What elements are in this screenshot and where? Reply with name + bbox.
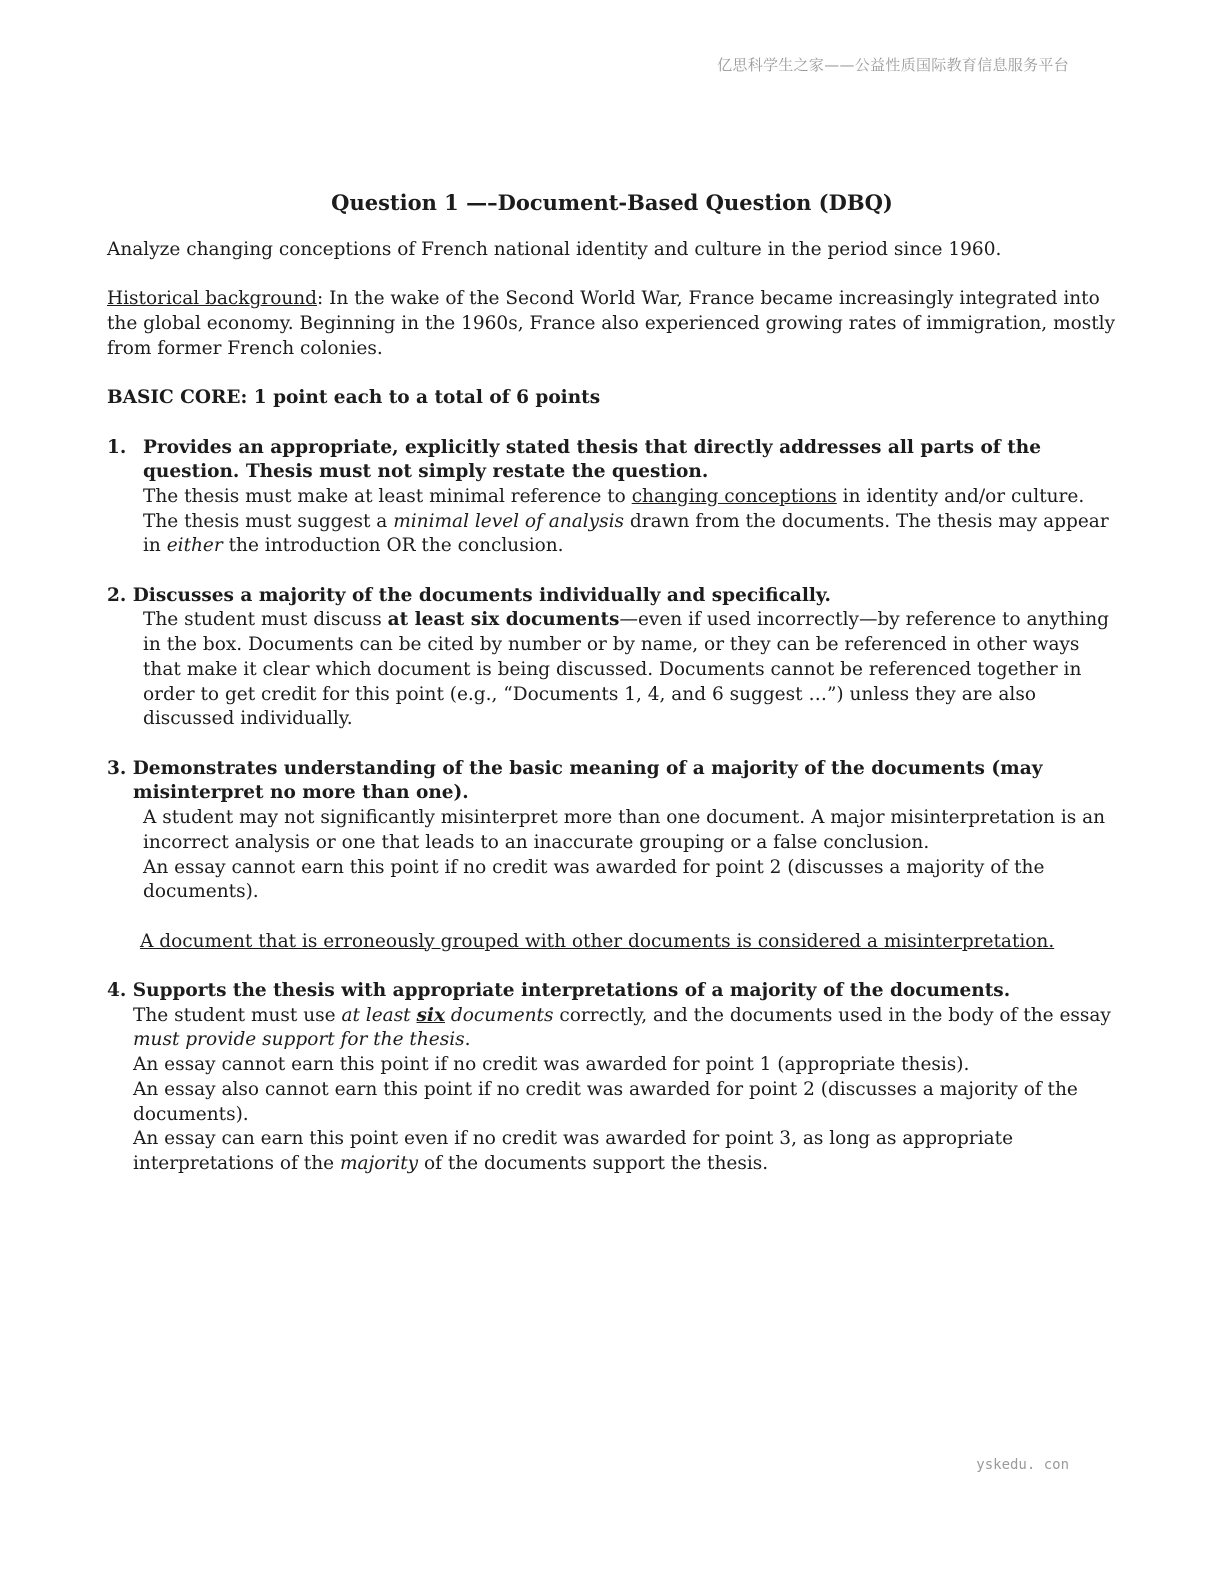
item-4-paragraph-4 [107,1127,1117,1176]
item-4-italic: at least [341,1004,411,1026]
item-1-italic: minimal level of analysis [393,510,625,532]
item-4-italic: documents [450,1004,554,1026]
item-1-text: the introduction OR the conclusion. [222,535,564,557]
item-1-text: The thesis must make at least minimal reference to [143,485,632,507]
core-heading: BASIC CORE: 1 point each to a total of 6 points [107,387,601,409]
page-title: Question 1 —–Document-Based Question (DBQ) [331,190,893,215]
background-text: : In the wake of the Second World War, France became increasingly integrated into the global economy. Beginning in the 1960s, France also experienced growing rates of immigration, mostly from former French colonies. [107,288,1116,359]
item-1-heading-text: Provides an appropriate, explicitly stated thesis that directly addresses all parts of the question. Thesis must not simply restate the question. [143,436,1041,483]
background-label: Historical background [107,288,318,310]
item-2-heading: 2. Discusses a majority of the documents individually and specifically. [107,584,831,606]
item-4-paragraph-1 [107,1004,1117,1053]
header-note: 亿思科学生之家——公益性质国际教育信息服务平台 [717,56,1069,74]
document-body [107,188,1117,1177]
item-4-emphasis: six [416,1004,445,1026]
item-1-number: 1. [107,436,127,458]
item-1-italic: either [166,535,223,557]
item-4-text: An essay can earn this point even if no credit was awarded for point 3, as long as appropriate interpretations of the [133,1128,1014,1174]
item-4-italic: majority [339,1152,419,1174]
item-4-paragraph-3: An essay also cannot earn this point if no credit was awarded for point 2 (discusses a majority of the documents). [133,1078,1078,1125]
item-1-underlined: changing conceptions [631,485,837,507]
item-2-bold: at least six documents [387,609,620,631]
item-4-paragraph-2: An essay cannot earn this point if no credit was awarded for point 1 (appropriate thesis). [133,1054,970,1076]
item-1-text: drawn from the documents. The thesis may appear in [143,510,1109,557]
item-1-text: in identity and/or culture. The thesis must suggest a [143,485,1085,532]
item-1-body [107,485,1117,559]
item-4-heading: 4. Supports the thesis with appropriate interpretations of a majority of the documents. [107,979,1011,1001]
item-2-text: —even if used incorrectly—by reference to anything in the box. Documents can be cited by number or by name, or they can be referenced in other ways that make it clear which document is being discussed. Documents cannot be referenced together in order to get credit for this point (e.g., “Documents 1, 4, and 6 suggest …”) unless they are also discussed individually. [143,609,1109,730]
item-2-text: The student must discuss [143,609,388,631]
item-3-note: A document that is erroneously grouped with other documents is considered a misinterpretation. [140,930,1055,952]
item-4-text: of the documents support the thesis. [418,1152,769,1174]
item-4-text: correctly, and the documents used in the body of the essay [553,1004,1111,1026]
item-4-text: . [464,1029,471,1051]
item-2-body [107,608,1117,732]
question-prompt: Analyze changing conceptions of French national identity and culture in the period since 1960. [107,239,1002,260]
item-3-heading: 3. Demonstrates understanding of the basic meaning of a majority of the documents (may misinterpret no more than one). [107,757,1043,804]
historical-background [107,287,1117,361]
item-3-paragraph-2: An essay cannot earn this point if no credit was awarded for point 2 (discusses a majority of the documents). [143,856,1045,903]
item-1-heading [107,436,1117,485]
item-4-text: The student must use [133,1004,342,1026]
item-3-paragraph-1: A student may not significantly misinterpret more than one document. A major misinterpretation is an incorrect analysis or one that leads to an inaccurate grouping or a false conclusion. [143,807,1106,853]
footer-note: yskedu. con [976,1457,1069,1473]
item-4-italic: must provide support for the thesis [133,1029,465,1051]
